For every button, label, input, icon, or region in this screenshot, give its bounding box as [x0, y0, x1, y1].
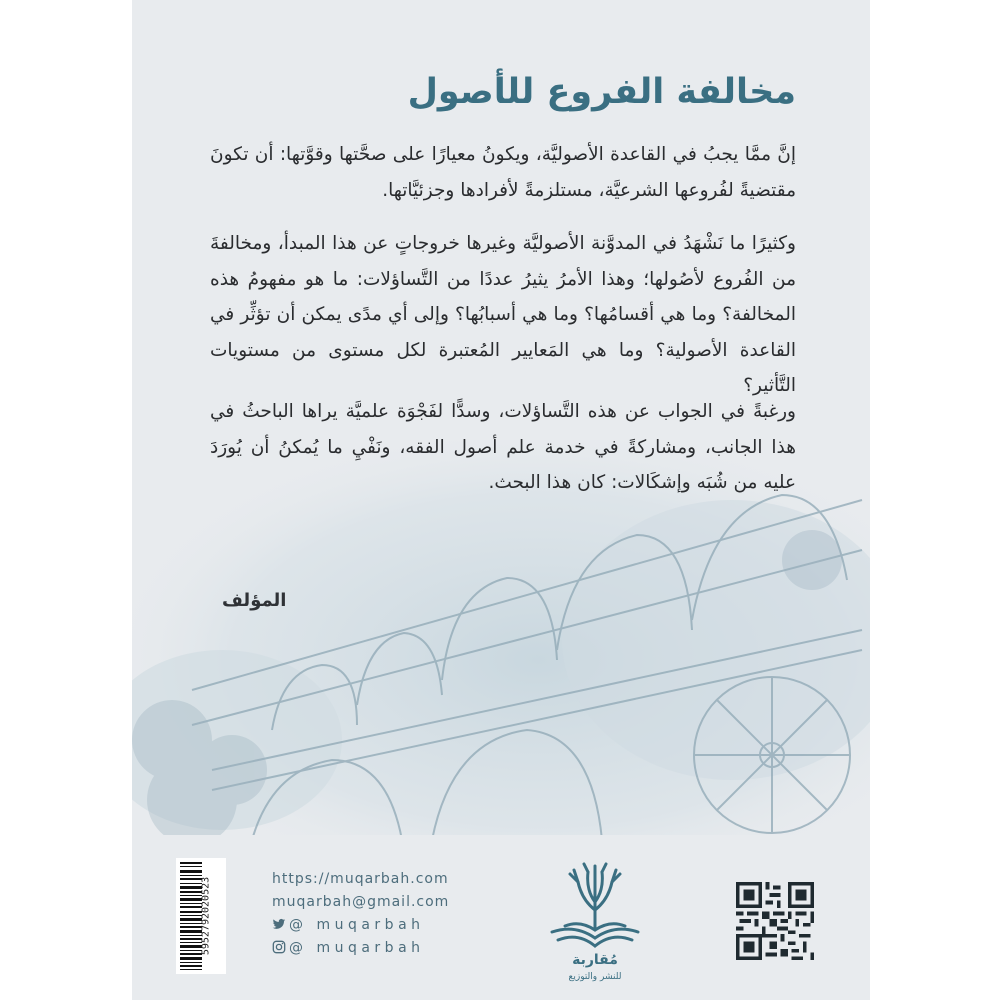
isbn-barcode: [176, 858, 226, 974]
book-back-cover: [132, 0, 870, 1000]
blurb-paragraph-2: وكثيرًا ما نَشْهَدُ في المدوَّنة الأصوليَّة وغيرها خروجاتٍ عن هذا المبدأ، ومخالفةَ من الفُروع لأصُولها؛ وهذا الأمرُ يثيرُ عددًا من التَّساؤلات: ما هو مفهومُ هذه المخالفة؟ وما هي أقسامُها؟ وما هي أسبابُها؟ وإلى أي مدًى يمكن أن تؤثِّر في القاعدة الأصولية؟ وما هي المَعايير المُعتبرة لكل مستوى من مستويات التَّأثير؟: [210, 233, 796, 396]
publisher-contacts: [272, 868, 449, 960]
twitter-handle-text: @ muqarbah: [289, 917, 425, 933]
twitter-handle[interactable]: [272, 914, 449, 937]
instagram-icon: [272, 940, 286, 954]
instagram-handle[interactable]: [272, 937, 449, 960]
tree-book-logo-icon: [540, 860, 650, 952]
author-signature: المؤلف: [222, 590, 287, 611]
blurb-paragraph-1: إنَّ ممَّا يجبُ في القاعدة الأصوليَّة، ويكونُ معيارًا على صحَّتها وقوَّتها: أن تكونَ مقتضيةً لفُروعها الشرعيَّة، مستلزمةً لأفرادها وجزئيَّاتها.: [210, 144, 796, 201]
barcode-bars: [180, 860, 202, 972]
publisher-name: مُقاربة: [572, 952, 618, 968]
barcode-number: 5952792020523: [200, 876, 212, 956]
instagram-handle-text: @ muqarbah: [289, 940, 425, 956]
blurb-paragraph-3: ورغبةً في الجواب عن هذه التَّساؤلات، وسدًّا لفَجْوَة علميَّة يراها الباحثُ في هذا الجانب، ومشاركةً في خدمة علم أصول الفقه، ونَفْيِ ما يُمكنُ أن يُورَدَ عليه من شُبَه وإشكَالات: كان هذا البحث.: [210, 401, 796, 493]
publisher-logo: [540, 860, 650, 990]
email-link[interactable]: muqarbah@gmail.com: [272, 894, 450, 910]
qr-code-pattern: [736, 882, 814, 960]
book-title: مخالفة الفروع للأصول: [407, 72, 796, 112]
qr-code-icon[interactable]: [736, 882, 814, 960]
website-link[interactable]: https://muqarbah.com: [272, 871, 449, 887]
publisher-tagline: للنشر والتوزيع: [568, 972, 622, 982]
twitter-icon: [272, 917, 286, 931]
